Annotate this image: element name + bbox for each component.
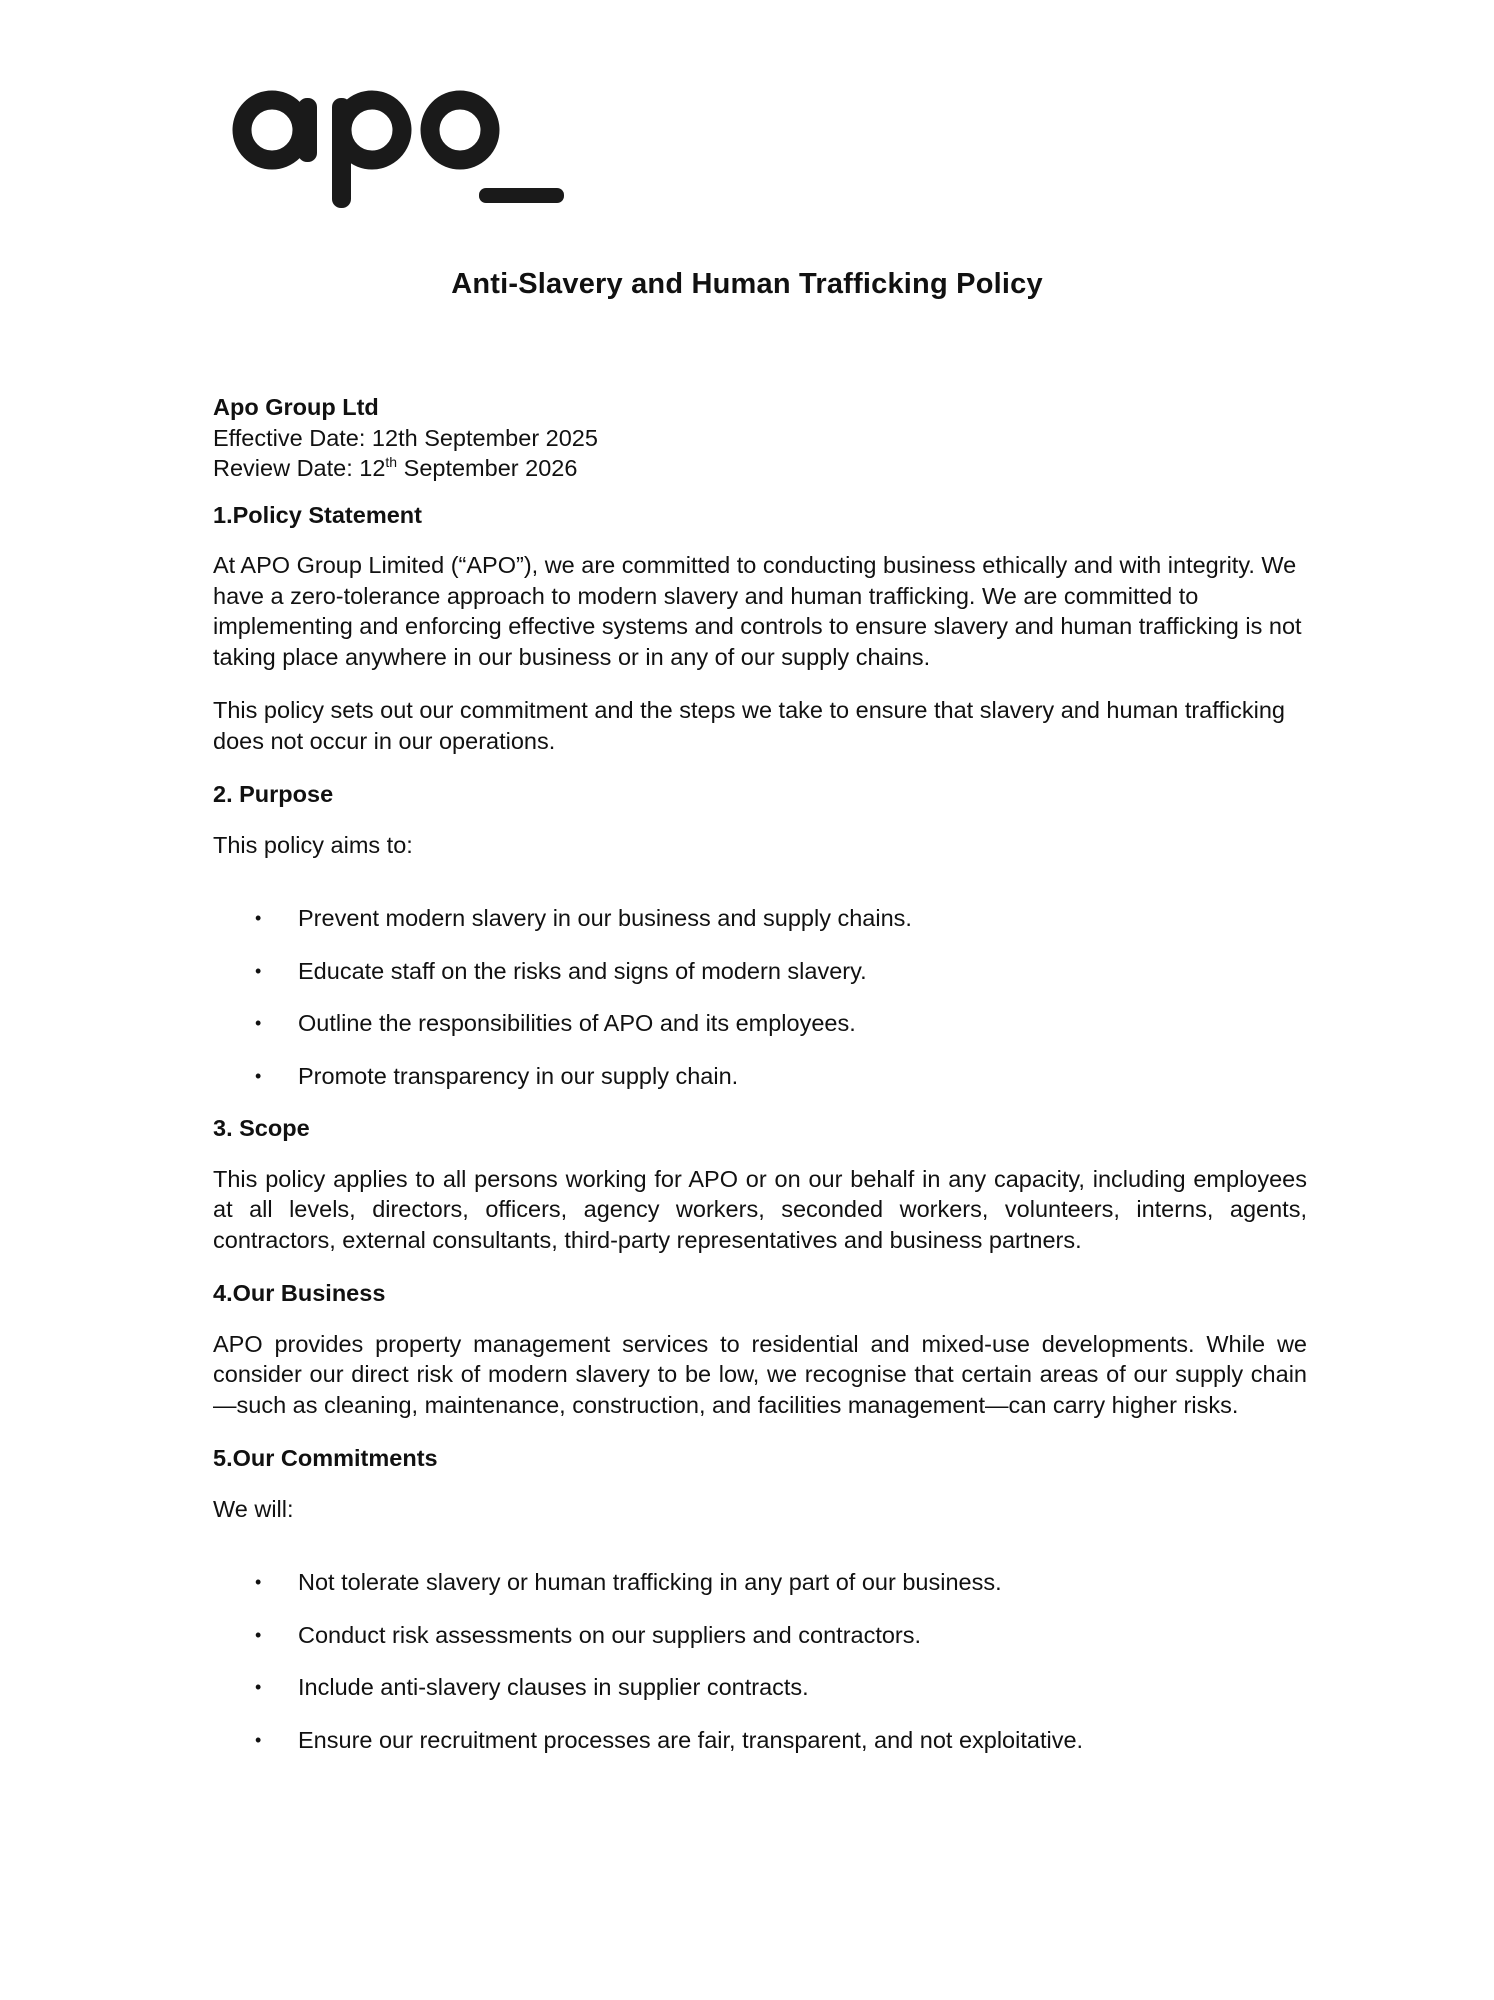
purpose-list <box>213 903 1307 1091</box>
scope-paragraph: This policy applies to all persons working for APO or on our behalf in any capacity, including employees at all levels, directors, officers, agency workers, seconded workers, volunteers, interns, agents, contractors, external consultants, third-party representatives and business partners. <box>213 1165 1307 1253</box>
list-item <box>213 1008 1307 1039</box>
list-item-text: Prevent modern slavery in our business and supply chains. <box>298 905 912 931</box>
bullet-icon: • <box>255 960 262 981</box>
review-date-ordinal: th <box>385 454 398 471</box>
list-item <box>213 956 1307 987</box>
list-item-text: Outline the responsibilities of APO and its employees. <box>298 1010 856 1036</box>
effective-date: Effective Date: 12th September 2025 <box>213 424 598 451</box>
section-heading-our-business: 4.Our Business <box>213 1280 386 1306</box>
bullet-icon: • <box>255 1624 262 1645</box>
apo-logo-graphic <box>232 78 572 218</box>
list-item-text: Conduct risk assessments on our suppliers and contractors. <box>298 1621 922 1648</box>
document-body <box>213 392 1307 1777</box>
policy-statement-paragraph-2: This policy sets out our commitment and the steps we take to ensure that slavery and human trafficking does not occur in our operations. <box>213 697 1285 754</box>
bullet-icon: • <box>255 908 262 928</box>
list-item <box>213 903 1307 934</box>
list-item <box>213 1620 1307 1651</box>
list-item <box>213 1061 1307 1092</box>
policy-statement-paragraph-1: At APO Group Limited (“APO”), we are committed to conducting business ethically and with integrity. We have a zero-tolerance approach to modern slavery and human trafficking. We are committed to implementing and enforcing effective systems and controls to ensure slavery and human trafficking is not taking place anywhere in our business or in any of our supply chains. <box>213 552 1302 670</box>
section-heading-commitments: 5.Our Commitments <box>213 1445 438 1471</box>
review-date-suffix: September 2026 <box>397 455 578 481</box>
document-title: Anti-Slavery and Human Trafficking Policy <box>451 268 1043 300</box>
list-item-text: Promote transparency in our supply chain. <box>298 1062 739 1089</box>
list-item-text: Ensure our recruitment processes are fair, transparent, and not exploitative. <box>298 1726 1084 1753</box>
list-item-text: Include anti-slavery clauses in supplier contracts. <box>298 1674 809 1700</box>
bullet-icon: • <box>255 1729 262 1750</box>
bullet-icon: • <box>255 1065 262 1086</box>
purpose-intro: This policy aims to: <box>213 831 413 858</box>
bullet-icon: • <box>255 1013 262 1033</box>
commitments-list <box>213 1567 1307 1755</box>
list-item <box>213 1725 1307 1756</box>
section-heading-purpose: 2. Purpose <box>213 781 334 807</box>
bullet-icon: • <box>255 1572 262 1592</box>
bullet-icon: • <box>255 1677 262 1697</box>
our-business-paragraph: APO provides property management services to residential and mixed-use developments. While we consider our direct risk of modern slavery to be low, we recognise that certain areas of our supply chain—such as cleaning, maintenance, construction, and facilities management—can carry higher risks. <box>213 1330 1307 1418</box>
list-item <box>213 1672 1307 1703</box>
commitments-intro: We will: <box>213 1495 294 1522</box>
section-heading-policy-statement: 1.Policy Statement <box>213 501 422 528</box>
review-date <box>213 453 1307 484</box>
document-meta <box>213 392 1307 484</box>
apo-logo <box>232 78 572 218</box>
section-heading-scope: 3. Scope <box>213 1115 310 1141</box>
company-name: Apo Group Ltd <box>213 394 379 420</box>
list-item-text: Educate staff on the risks and signs of modern slavery. <box>298 957 867 984</box>
list-item <box>213 1567 1307 1598</box>
review-date-prefix: Review Date: 12 <box>213 455 386 481</box>
list-item-text: Not tolerate slavery or human trafficking in any part of our business. <box>298 1569 1002 1595</box>
